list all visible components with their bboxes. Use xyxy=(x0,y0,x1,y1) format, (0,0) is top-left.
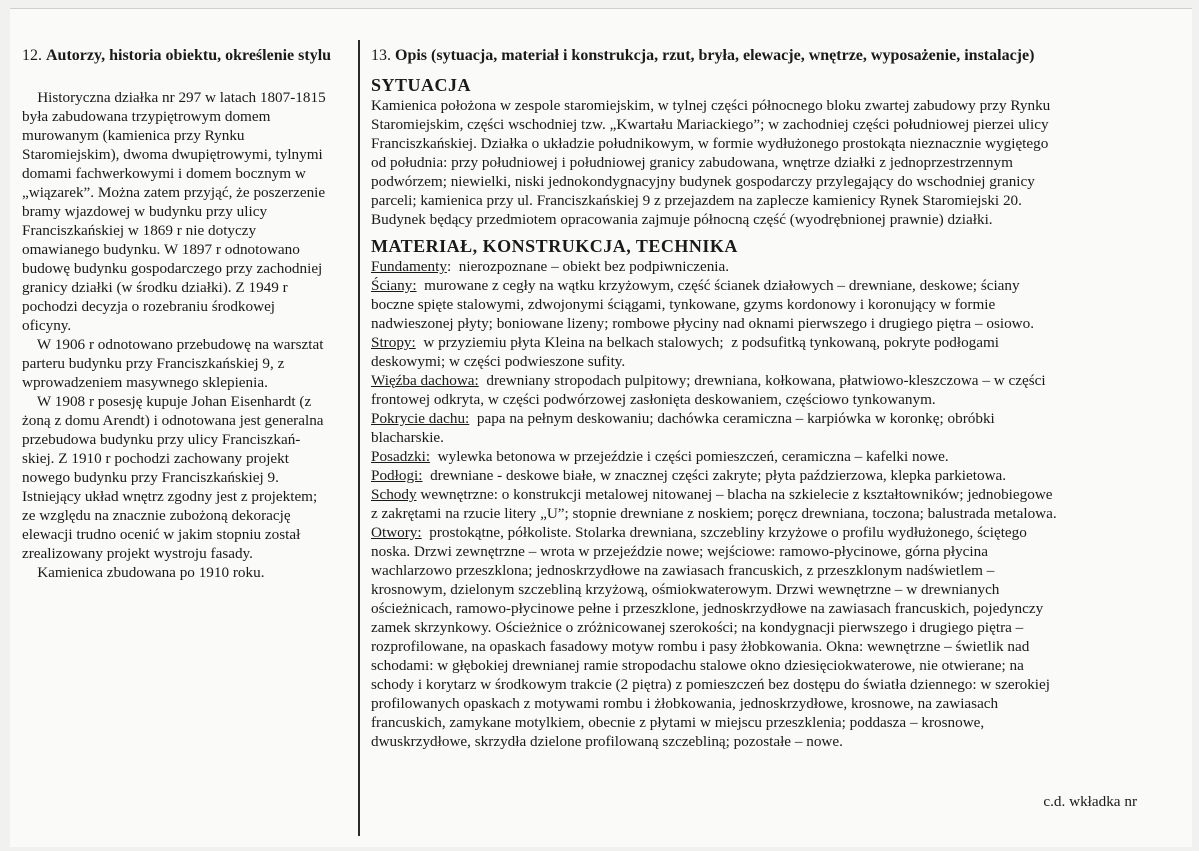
material-description: rozprofilowane, na opaskach fasadowy motyw rombu i pasy żłobkowania. Okna: wewnętrzne – świetlik nad xyxy=(371,638,1030,655)
material-label: Więźba dachowa: xyxy=(371,372,479,389)
material-line xyxy=(371,675,1133,694)
material-line xyxy=(371,314,1133,333)
material-line xyxy=(371,561,1133,580)
right-column xyxy=(371,46,1133,751)
material-description: drewniany stropodach pulpitowy; drewniana, kołkowana, płatwiowo-kleszczowa – w części xyxy=(478,372,1046,389)
material-label: Otwory: xyxy=(371,524,422,541)
material-heading: MATERIAŁ, KONSTRUKCJA, TECHNIKA xyxy=(371,236,738,256)
history-line: granicy działki (w środku działki). Z 1949 r xyxy=(22,279,288,296)
material-description: ościeżnicach, ramowo-płycinowe pełne i przeszklone, jednoskrzydłowe na zawiasach francuskich, pojedynczy xyxy=(371,600,1044,617)
situation-line: Kamienica położona w zespole staromiejskim, w tylnej części północnego bloku zwartej zabudowy przy Rynku xyxy=(371,97,1051,114)
section-12-number: 12. xyxy=(22,47,42,64)
situation-text xyxy=(371,96,1133,229)
material-line xyxy=(371,732,1133,751)
section-13-number: 13. xyxy=(371,47,391,64)
material-description: francuskich, zamykane motylkiem, obecnie z płytami w miejscu przeszklenia; poddasza – krosnowe, xyxy=(371,714,985,731)
history-line: zrealizowany projekt wystroju fasady. xyxy=(22,545,253,562)
history-line: skiej. Z 1910 r pochodzi zachowany projekt xyxy=(22,450,289,467)
material-description: noska. Drzwi zewnętrzne – wrota w przejeździe nowe; wejściowe: ramowo-płycinowe, górna płycina xyxy=(371,543,988,560)
continuation-note: c.d. wkładka nr xyxy=(1043,793,1137,810)
history-line: oficyny. xyxy=(22,317,72,334)
situation-line: parceli; kamienica przy ul. Franciszkańskiej 9 z przejazdem na zaplecze kamienicy Rynek Staromiejski 20. xyxy=(371,192,1022,209)
material-description: z zakrętami na rzucie litery „U”; stopnie drewniane z noskiem; poręcz drewniana, toczona; balustrada metalowa. xyxy=(371,505,1057,522)
material-description: wewnętrzne: o konstrukcji metalowej nitowanej – blacha na szkielecie z kształtowników; jednobiegowe xyxy=(416,486,1053,503)
material-description: deskowymi; w części podwieszone sufity. xyxy=(371,353,626,370)
material-description: prostokątne, półkoliste. Stolarka drewniana, szczebliny krzyżowe o profilu wydłużonego, ściętego xyxy=(421,524,1027,541)
material-line xyxy=(371,656,1133,675)
material-line xyxy=(371,713,1133,732)
history-line: W 1906 r odnotowano przebudowę na warsztat xyxy=(22,336,324,353)
material-description: profilowanych opaskach z motywami rombu i żłobkowania, jednoskrzydłowe, krosnowe, na zawiasach xyxy=(371,695,999,712)
material-line xyxy=(371,599,1133,618)
history-line: murowanym (kamienica przy Rynku xyxy=(22,127,245,144)
material-line xyxy=(371,371,1133,390)
material-text xyxy=(371,257,1133,751)
history-line: „wiązarek”. Można zatem przyjąć, że poszerzenie xyxy=(22,184,326,201)
material-line xyxy=(371,504,1133,523)
section-12-heading xyxy=(22,46,362,66)
material-description: nadwieszonej płyty; boniowane lizeny; rombowe płyciny nad oknami pierwszego i drugiego piętra – osiowo. xyxy=(371,315,1035,332)
material-line xyxy=(371,352,1133,371)
history-line: elewacji trudno ocenić w jakim stopniu został xyxy=(22,526,301,543)
material-line xyxy=(371,428,1133,447)
situation-heading: SYTUACJA xyxy=(371,75,472,95)
material-line xyxy=(371,694,1133,713)
material-description: w przyziemiu płyta Kleina na belkach stalowych; z podsufitką tynkowaną, pokryte podłogami xyxy=(415,334,1000,351)
material-label: Pokrycie dachu: xyxy=(371,410,470,427)
material-label: Ściany: xyxy=(371,277,417,294)
material-line xyxy=(371,257,1133,276)
material-line xyxy=(371,523,1133,542)
history-line: Historyczna działka nr 297 w latach 1807-1815 xyxy=(22,89,326,106)
material-description: drewniane - deskowe białe, w znacznej części zakryte; płyta paździerzowa, klepka parkietowa. xyxy=(422,467,1007,484)
material-line xyxy=(371,618,1133,637)
section-13-heading xyxy=(371,46,1133,66)
material-line xyxy=(371,390,1133,409)
history-line: przebudowa budynku przy ulicy Franciszkań- xyxy=(22,431,301,448)
material-label: Schody xyxy=(371,486,417,503)
material-description: wylewka betonowa w przejeździe i części pomieszczeń, ceramiczna – kafelki nowe. xyxy=(430,448,949,465)
material-label: Fundamenty xyxy=(371,258,447,275)
material-line xyxy=(371,485,1133,504)
material-description: murowane z cegły na wątku krzyżowym, część ścianek działowych – drewniane, deskowe; ściany xyxy=(416,277,1020,294)
history-line: Franciszkańskiej w 1869 r nie dotyczy xyxy=(22,222,257,239)
material-description: wachlarzowo przeszklona; jednoskrzydłowe na zawiasach francuskich, z przeszklonym nadświetlem – xyxy=(371,562,995,579)
history-line: W 1908 r posesję kupuje Johan Eisenhardt (z xyxy=(22,393,312,410)
history-line: bramy wjazdowej w budynku przy ulicy xyxy=(22,203,268,220)
history-line: żoną z domu Arendt) i odnotowana jest generalna xyxy=(22,412,324,429)
history-line: budowę budynku gospodarczego przy zachodniej xyxy=(22,260,323,277)
material-line xyxy=(371,295,1133,314)
material-description: schody i korytarz w środkowym trakcie (2 piętra) z pomieszczeń bez dostępu do światła dziennego: w szerokiej xyxy=(371,676,1050,693)
situation-line: Franciszkańskiej. Działka o układzie południkowym, w formie wydłużonego prostokąta nieznacznie wygiętego xyxy=(371,135,1049,152)
material-description: : nierozpoznane – obiekt bez podpiwniczenia. xyxy=(446,258,730,275)
history-line: Staromiejskim), dwoma dwupiętrowymi, tylnymi xyxy=(22,146,323,163)
material-line xyxy=(371,276,1133,295)
left-column xyxy=(22,46,362,582)
material-line xyxy=(371,447,1133,466)
material-description: frontowej odkryta, w części podwórzowej zasłonięta deskowaniem, częściowo tynkowanym. xyxy=(371,391,936,408)
material-line xyxy=(371,466,1133,485)
material-description: blacharskie. xyxy=(371,429,444,446)
section-12-title: Autorzy, historia obiektu, określenie stylu xyxy=(46,47,332,64)
material-description: dwuskrzydłowe, skrzydła dzielone profilowaną szczebliną; pozostałe – nowe. xyxy=(371,733,843,750)
history-line: parteru budynku przy Franciszkańskiej 9, z xyxy=(22,355,285,372)
material-description: zamek skrzynkowy. Ościeżnice o zróżnicowanej szerokości; na kondygnacji pierwszego i drugiego piętra – xyxy=(371,619,1024,636)
material-line xyxy=(371,637,1133,656)
situation-line: od południa: przy południowej i południowej granicy zabudowana, wnętrze działki z jednoprzestrzennym xyxy=(371,154,1013,171)
material-label: Podłogi: xyxy=(371,467,423,484)
material-label: Stropy: xyxy=(371,334,416,351)
section-13-title: Opis (sytuacja, materiał i konstrukcja, rzut, bryła, elewacje, wnętrze, wyposażenie, instalacje) xyxy=(395,47,1035,64)
situation-line: podwórzem; niewielki, niski jednokondygnacyjny budynek gospodarczy przylegający do wschodniej granicy xyxy=(371,173,1035,190)
material-description: papa na pełnym deskowaniu; dachówka ceramiczna – karpiówka w koronkę; obróbki xyxy=(469,410,995,427)
history-line: omawianego budynku. W 1897 r odnotowano xyxy=(22,241,300,258)
history-line: Istniejący układ wnętrz zgodny jest z projektem; xyxy=(22,488,318,505)
material-description: boczne spięte stalowymi, zdwojonymi ściągami, tynkowane, gzyms kordonowy i koronujący w formie xyxy=(371,296,996,313)
material-line xyxy=(371,580,1133,599)
situation-line: Staromiejskim, części wschodniej tzw. „Kwartału Mariackiego”; w zachodniej części południowej pierzei ulicy xyxy=(371,116,1049,133)
history-line: ze względu na znacznie zubożoną dekorację xyxy=(22,507,291,524)
material-line xyxy=(371,333,1133,352)
material-description: krosnowym, dzielonym szczebliną krzyżową, ośmiokwaterowym. Drzwi wewnętrzne – w drewnianych xyxy=(371,581,1000,598)
history-line: była zabudowana trzypiętrowym domem xyxy=(22,108,271,125)
material-label: Posadzki: xyxy=(371,448,431,465)
history-text xyxy=(22,88,362,582)
situation-line: Budynek będący przedmiotem opracowania zajmuje północną część (wyodrębnionej prawnie) działki. xyxy=(371,211,993,228)
history-line: nowego budynku przy Franciszkańskiej 9. xyxy=(22,469,279,486)
history-line: Kamienica zbudowana po 1910 roku. xyxy=(22,564,265,581)
history-line: pochodzi decyzja o rozebraniu środkowej xyxy=(22,298,276,315)
material-description: schodami: w głębokiej drewnianej ramie stropodachu stalowe okno dziesięciokwaterowe, nie otwierane; na xyxy=(371,657,1024,674)
history-line: wprowadzeniem masywnego sklepienia. xyxy=(22,374,268,391)
history-line: domami fachwerkowymi i domem bocznym w xyxy=(22,165,306,182)
material-line xyxy=(371,409,1133,428)
material-line xyxy=(371,542,1133,561)
